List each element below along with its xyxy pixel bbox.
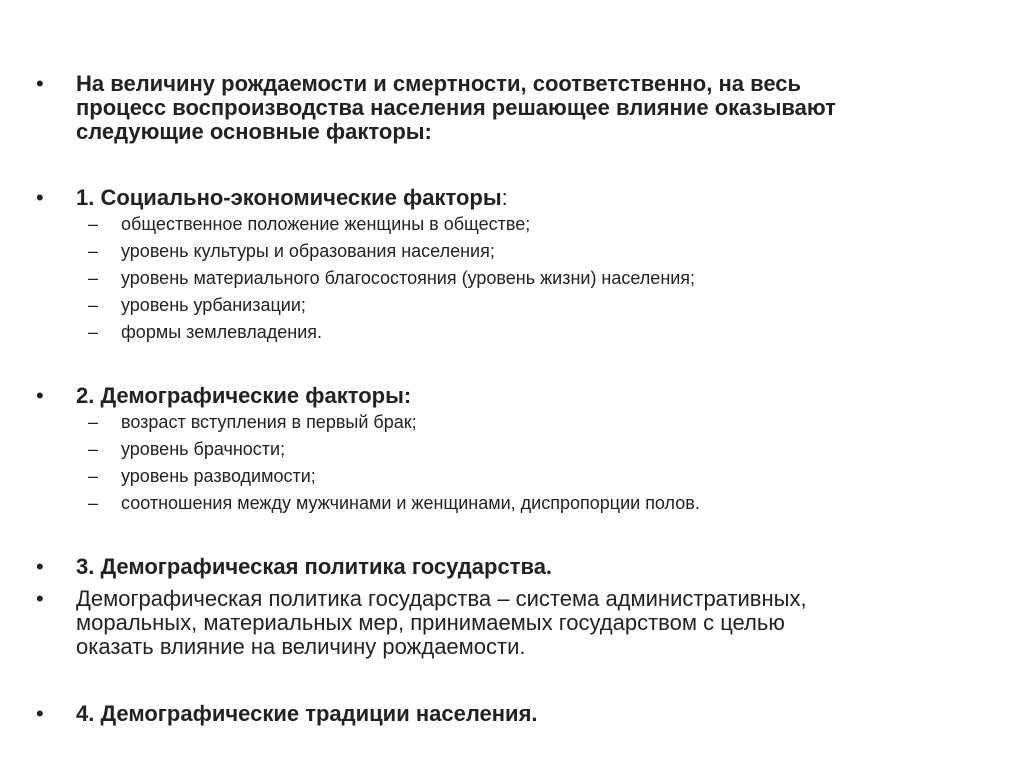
definition-line-3: оказать влияние на величину рождаемости. xyxy=(76,634,526,659)
list-item: – соотношения между мужчинами и женщинами, диспропорции полов. xyxy=(88,490,968,517)
definition-line-2: моральных, материальных мер, принимаемых государством с целью xyxy=(76,610,785,635)
list-item: – уровень культуры и образования населения; xyxy=(88,238,968,265)
section4-title: 4. Демографические традиции населения. xyxy=(76,701,538,726)
list-item: – уровень разводимости; xyxy=(88,463,968,490)
list-item: – формы землевладения. xyxy=(88,319,968,346)
bullet-icon: • xyxy=(36,586,44,611)
dash-icon: – xyxy=(88,241,99,261)
section2-title: 2. Демографические факторы: xyxy=(76,383,412,408)
section1-title: 1. Социально-экономические факторы xyxy=(76,185,502,210)
intro-line-3: следующие основные факторы: xyxy=(76,119,432,144)
bullet-icon: • xyxy=(36,554,44,579)
definition-line-1: Демографическая политика государства – система административных, xyxy=(76,586,807,611)
dash-icon: – xyxy=(88,412,99,432)
dash-icon: – xyxy=(88,493,99,513)
bullet-icon: • xyxy=(36,383,44,408)
dash-icon: – xyxy=(88,268,99,288)
dash-icon: – xyxy=(88,214,99,234)
intro-line-1: На величину рождаемости и смертности, соответственно, на весь xyxy=(76,71,802,96)
dash-icon: – xyxy=(88,322,99,342)
list-item: – уровень материального благосостояния (уровень жизни) населения; xyxy=(88,265,968,292)
dash-icon: – xyxy=(88,295,99,315)
section1-list xyxy=(88,211,968,346)
dash-icon: – xyxy=(88,439,99,459)
list-item: – уровень урбанизации; xyxy=(88,292,968,319)
section3-title: 3. Демографическая политика государства. xyxy=(76,554,553,579)
bullet-icon: • xyxy=(36,71,44,96)
intro-line-2: процесс воспроизводства населения решающее влияние оказывают xyxy=(76,95,836,120)
dash-icon: – xyxy=(88,466,99,486)
section2-list xyxy=(88,409,968,517)
list-item: – возраст вступления в первый брак; xyxy=(88,409,968,436)
list-item: – уровень брачности; xyxy=(88,436,968,463)
section1-colon: : xyxy=(501,185,508,210)
section1-heading xyxy=(76,186,976,210)
list-item: – общественное положение женщины в обществе; xyxy=(88,211,968,238)
bullet-icon: • xyxy=(36,185,44,210)
bullet-icon: • xyxy=(36,701,44,726)
